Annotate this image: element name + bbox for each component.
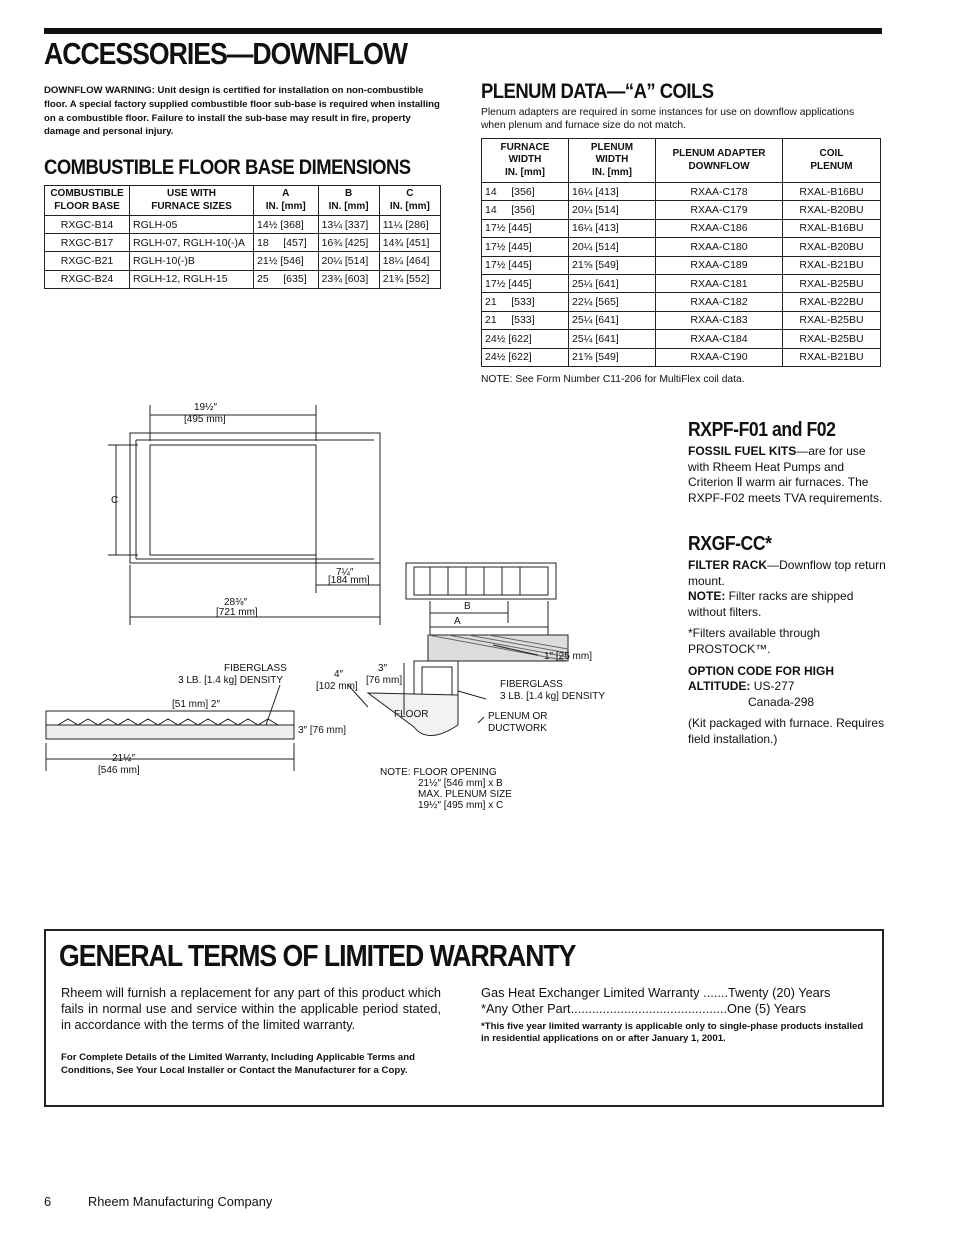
base-opening [150, 445, 316, 555]
table-row [482, 293, 881, 311]
table-cell: 21 [533] [482, 293, 569, 311]
plenum-label-2: DUCTWORK [488, 723, 547, 734]
rxgf-section [688, 532, 888, 748]
table-row [482, 330, 881, 348]
table-cell: RXAA-C190 [656, 348, 783, 366]
dim-3-top: 3″ [378, 663, 388, 674]
table-cell: RXAA-C186 [656, 219, 783, 237]
plenum-subtitle: Plenum adapters are required in some instances for use on downflow applications when plenum and furnace size do not match. [481, 107, 855, 132]
table-cell: 20¼ [514] [569, 201, 656, 219]
table-cell: 25¼ [641] [569, 274, 656, 292]
rxgf-kit: (Kit packaged with furnace. Requires field installation.) [688, 716, 885, 746]
table-cell: RGLH-10(-)B [130, 252, 254, 270]
rxgf-option-us: US-277 [750, 679, 795, 694]
page-title: ACCESSORIES—DOWNFLOW [44, 36, 407, 71]
page-number: 6 [44, 1194, 52, 1209]
rxgf-note-lead: NOTE: [688, 589, 726, 604]
table-cell: 14 [356] [482, 201, 569, 219]
table-row [482, 183, 881, 201]
rxgf-avail: *Filters available through PROSTOCK™. [688, 626, 821, 656]
table-cell: 16¼ [413] [569, 183, 656, 201]
table-cell: RXGC-B24 [45, 270, 130, 288]
rxgf-text: —Downflow top return mount. [688, 558, 886, 588]
table-cell: 17½ [445] [482, 219, 569, 237]
floor-note-1: NOTE: FLOOR OPENING [380, 767, 497, 778]
floor-note-3: MAX. PLENUM SIZE [418, 789, 512, 800]
table-cell: 20¼ [514] [318, 252, 379, 270]
warranty-details: For Complete Details of the Limited Warranty, Including Applicable Terms and Conditions, See Your Local Installer or Contact the Manufacturer for a Copy. [61, 1052, 415, 1076]
table-cell: RXAA-C184 [656, 330, 783, 348]
rxgf-note-text: Filter racks are shipped without filters. [688, 589, 854, 619]
dim-3-bottom: 3″ [76 mm] [298, 725, 346, 736]
table-cell: 24½ [622] [482, 330, 569, 348]
table-cell: RXGC-B21 [45, 252, 130, 270]
fiberglass-right-1: FIBERGLASS [500, 679, 563, 690]
table-cell: 21 [533] [482, 311, 569, 329]
dim-721: [721 mm] [216, 607, 258, 618]
floor-base-table [44, 185, 441, 289]
table-cell: 13¼ [337] [318, 216, 379, 234]
rxpf-section [688, 418, 888, 506]
table-row [482, 238, 881, 256]
table-cell: RXGC-B17 [45, 234, 130, 252]
table-cell: 20¼ [514] [569, 238, 656, 256]
warranty-terms [481, 985, 861, 1017]
table-cell: 21½ [546] [254, 252, 319, 270]
table-cell: 18¼ [464] [379, 252, 440, 270]
dim-1: 1″ [25 mm] [544, 651, 592, 662]
table-cell: RXAL-B25BU [783, 330, 881, 348]
table-header: COMBUSTIBLE FLOOR BASE [45, 186, 130, 216]
table-cell: 21⅝ [549] [569, 348, 656, 366]
table-cell: 16¾ [425] [318, 234, 379, 252]
fiberglass-left-2: 3 LB. [1.4 kg] DENSITY [178, 675, 284, 686]
rxgf-option-canada: Canada-298 [748, 694, 815, 709]
downflow-diagram [38, 395, 638, 820]
dim-51: [51 mm] 2″ [172, 699, 220, 710]
table-cell: RXAL-B25BU [783, 311, 881, 329]
fiberglass-left-1: FIBERGLASS [224, 663, 287, 674]
table-cell: 14½ [368] [254, 216, 319, 234]
table-row [482, 311, 881, 329]
table-cell: RXAA-C189 [656, 256, 783, 274]
rxgf-option-lead: OPTION CODE FOR HIGH ALTITUDE: [688, 663, 835, 694]
table-row [482, 219, 881, 237]
table-row [482, 201, 881, 219]
table-cell: 23¾ [603] [318, 270, 379, 288]
table-cell: 17½ [445] [482, 238, 569, 256]
top-rule [44, 28, 882, 34]
table-cell: RXAL-B25BU [783, 274, 881, 292]
table-cell: RXAL-B21BU [783, 348, 881, 366]
table-cell: 22¼ [565] [569, 293, 656, 311]
table-cell: RXAL-B16BU [783, 183, 881, 201]
dim-21: 21½″ [112, 753, 136, 764]
table-cell: 21⅝ [549] [569, 256, 656, 274]
table-header: C IN. [mm] [379, 186, 440, 216]
table-cell: RXAA-C180 [656, 238, 783, 256]
fiberglass-right-2: 3 LB. [1.4 kg] DENSITY [500, 691, 606, 702]
table-cell: 25¼ [641] [569, 330, 656, 348]
table-cell: 16¼ [413] [569, 219, 656, 237]
label-c: C [111, 495, 119, 506]
table-cell: 25¼ [641] [569, 311, 656, 329]
table-cell: 14 [356] [482, 183, 569, 201]
dim-28: 28⅜″ [224, 597, 248, 608]
table-header: B IN. [mm] [318, 186, 379, 216]
table-cell: RXAL-B20BU [783, 201, 881, 219]
table-cell: RXAA-C178 [656, 183, 783, 201]
label-b: B [464, 601, 471, 612]
warranty-body: Rheem will furnish a replacement for any part of this product which fails in normal use and service within the applicable period stated, in accordance with the terms of the limited warranty. [61, 985, 441, 1032]
floor-note-2: 21½″ [546 mm] x B [418, 778, 503, 789]
table-header: PLENUM WIDTH IN. [mm] [569, 139, 656, 183]
table-header: FURNACE WIDTH IN. [mm] [482, 139, 569, 183]
table-cell: 17½ [445] [482, 256, 569, 274]
table-cell: 11¼ [286] [379, 216, 440, 234]
label-a: A [454, 616, 461, 627]
rxgf-heading: RXGF-CC* [688, 533, 772, 555]
table-row [45, 252, 441, 270]
table-cell: 14¾ [451] [379, 234, 440, 252]
table-cell: RXAL-B16BU [783, 219, 881, 237]
table-row [45, 270, 441, 288]
table-row [482, 348, 881, 366]
rxpf-heading: RXPF-F01 and F02 [688, 419, 836, 441]
plenum-label-1: PLENUM OR [488, 711, 548, 722]
table-cell: 24½ [622] [482, 348, 569, 366]
warranty-line-2: *Any Other Part............................................One (5) Years [481, 1000, 807, 1016]
dim-76-top: [76 mm] [366, 675, 403, 686]
table-cell: RXAL-B21BU [783, 256, 881, 274]
warranty-note: *This five year limited warranty is applicable only to single-phase products installed in residential applications on or after January 1, 2001. [481, 1021, 864, 1044]
downflow-warning: DOWNFLOW WARNING: Unit design is certified for installation on non-combustible floor. A special factory supplied combustible floor sub-base is required when installing on a combustible floor. Failure to install the sub-base may result in fire, property damage and personal injury. [44, 85, 440, 138]
company-name: Rheem Manufacturing Company [88, 1194, 273, 1209]
plenum-note: NOTE: See Form Number C11-206 for MultiFlex coil data. [481, 374, 745, 385]
floor-label: FLOOR [394, 709, 429, 720]
table-header: COIL PLENUM [783, 139, 881, 183]
rxpf-lead: FOSSIL FUEL KITS [688, 444, 797, 458]
rxpf-text: —are for use with Rheem Heat Pumps and Criterion Ⅱ warm air furnaces. The RXPF-F02 meets TVA requirements. [688, 444, 883, 505]
table-cell: RXAA-C181 [656, 274, 783, 292]
table-header: USE WITH FURNACE SIZES [130, 186, 254, 216]
table-cell: RXAA-C183 [656, 311, 783, 329]
plenum-heading: PLENUM DATA—“A” COILS [481, 80, 714, 103]
table-cell: 17½ [445] [482, 274, 569, 292]
floor-base-heading: COMBUSTIBLE FLOOR BASE DIMENSIONS [44, 156, 411, 179]
plenum-table [481, 138, 881, 367]
table-row [45, 234, 441, 252]
base-outline [130, 433, 380, 563]
dim-top: 19½″ [194, 402, 218, 413]
table-row [482, 274, 881, 292]
dim-546: [546 mm] [98, 765, 140, 776]
table-cell: RXAL-B20BU [783, 238, 881, 256]
warranty-title: GENERAL TERMS OF LIMITED WARRANTY [59, 938, 576, 973]
table-cell: 25 [635] [254, 270, 319, 288]
table-row [482, 256, 881, 274]
dim-102: [102 mm] [316, 681, 358, 692]
table-cell: RXAA-C182 [656, 293, 783, 311]
floor-note-4: 19½″ [495 mm] x C [418, 800, 504, 811]
table-cell: RGLH-07, RGLH-10(-)A [130, 234, 254, 252]
table-cell: RGLH-12, RGLH-15 [130, 270, 254, 288]
dim-4: 4″ [334, 669, 344, 680]
table-cell: RXAL-B22BU [783, 293, 881, 311]
table-cell: 21¾ [552] [379, 270, 440, 288]
table-header: A IN. [mm] [254, 186, 319, 216]
table-cell: RXAA-C179 [656, 201, 783, 219]
table-cell: 18 [457] [254, 234, 319, 252]
dim-top-mm: [495 mm] [184, 414, 226, 425]
rxgf-lead: FILTER RACK [688, 558, 768, 572]
dim-7-25: 7¼″ [336, 567, 354, 578]
table-cell: RXGC-B14 [45, 216, 130, 234]
table-row [45, 216, 441, 234]
table-header: PLENUM ADAPTER DOWNFLOW [656, 139, 783, 183]
table-cell: RGLH-05 [130, 216, 254, 234]
dim-184: [184 mm] [328, 575, 370, 586]
warranty-line-1: Gas Heat Exchanger Limited Warranty .......Twenty (20) Years [481, 985, 831, 1000]
